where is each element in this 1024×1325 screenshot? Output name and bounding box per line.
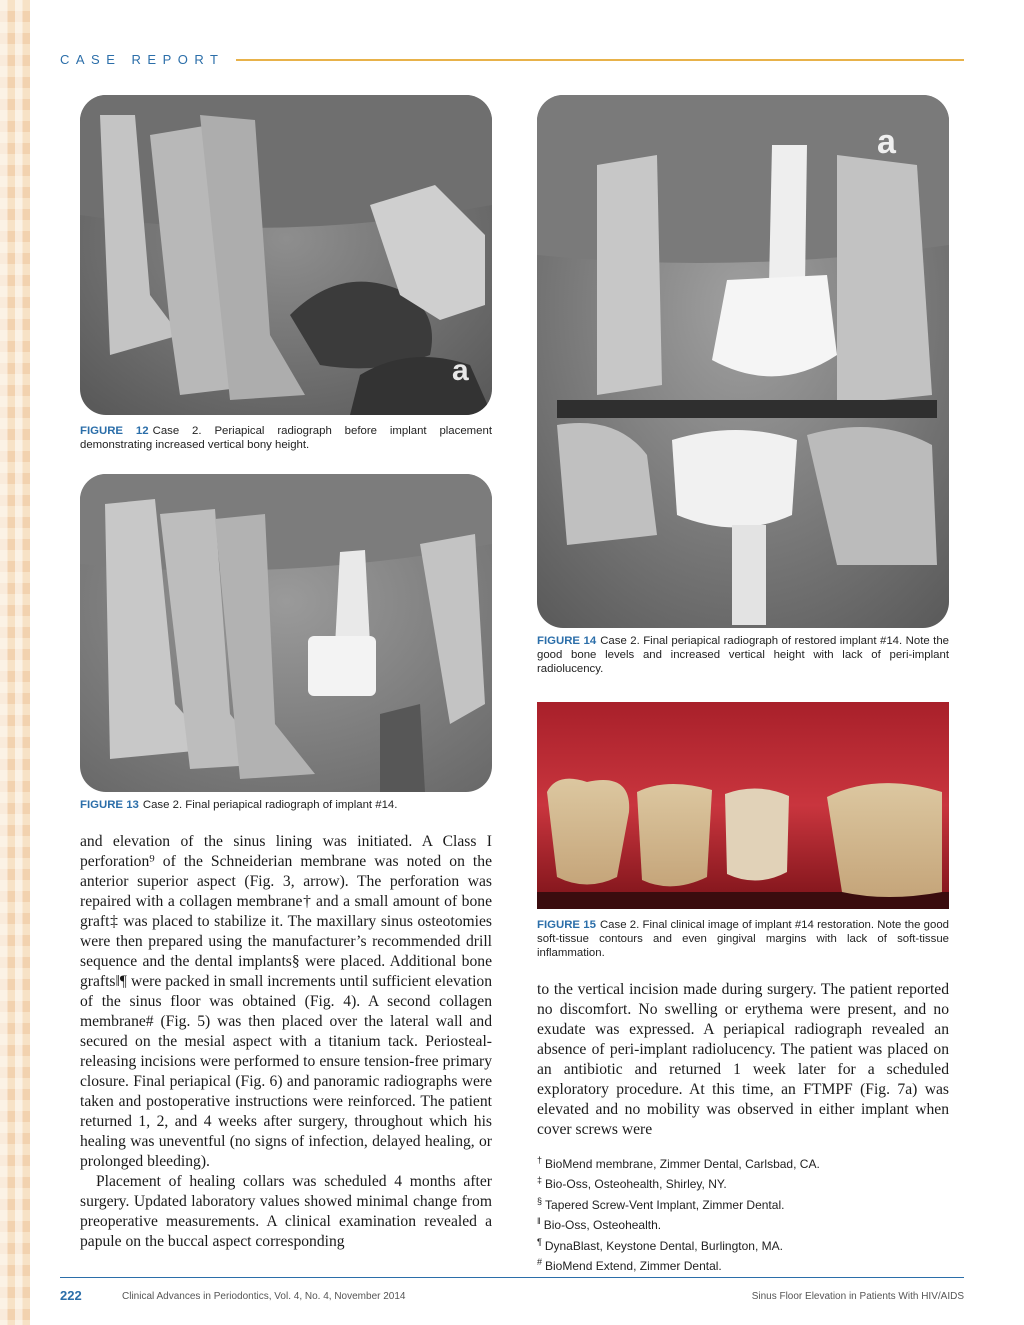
- figure-14-label: FIGURE 14: [537, 635, 597, 647]
- footnote: † BioMend membrane, Zimmer Dental, Carlsbad, CA.: [537, 1155, 820, 1171]
- figure-12-caption: [80, 424, 492, 452]
- figure-15-label: FIGURE 15: [537, 919, 596, 931]
- footnote: # BioMend Extend, Zimmer Dental.: [537, 1257, 722, 1274]
- figure-14-panel-letter: a: [877, 123, 896, 161]
- page-edge-pattern: [0, 0, 30, 1325]
- figure-15-caption: [537, 918, 949, 960]
- body-right-column: [537, 980, 949, 1140]
- figure-14-radiograph: [537, 95, 949, 628]
- figure-13-caption-text: Case 2. Final periapical radiograph of implant #14.: [142, 799, 398, 811]
- footnote: ¶ DynaBlast, Keystone Dental, Burlington, MA.: [537, 1236, 783, 1253]
- figure-12-label: FIGURE 12: [80, 425, 149, 437]
- body-left-column: [80, 832, 492, 1252]
- running-title: Sinus Floor Elevation in Patients With HIV/AIDS: [751, 1291, 964, 1302]
- figure-14-caption: [537, 634, 949, 676]
- footnotes: [537, 1152, 957, 1274]
- figure-15-caption-text: Case 2. Final clinical image of implant #14 restoration. Note the good soft-tissue contours and even gingival margins with lack of soft-tissue inflammation.: [537, 919, 949, 959]
- figure-12-panel-letter: a: [452, 354, 469, 387]
- figure-12-radiograph: [80, 95, 492, 415]
- figure-12-caption-text: Case 2. Periapical radiograph before implant placement demonstrating increased vertical bony height.: [80, 425, 492, 451]
- footnote: ‖ Bio-Oss, Osteohealth.: [537, 1216, 662, 1233]
- figure-13-caption: [80, 798, 492, 812]
- section-header: CASE REPORT: [60, 52, 225, 67]
- footnote: ‡ Bio-Oss, Osteohealth, Shirley, NY.: [537, 1175, 727, 1192]
- figure-14-caption-text: Case 2. Final periapical radiograph of restored implant #14. Note the good bone levels and increased vertical height with lack of peri-implant radiolucency.: [537, 635, 949, 675]
- figure-13-radiograph: [80, 474, 492, 792]
- header-rule: [236, 59, 964, 61]
- body-paragraph: Placement of healing collars was scheduled 4 months after surgery. Updated laboratory values showed minimal change from preoperative measurements. A clinical examination revealed a papule on the buccal aspect corresponding: [80, 1173, 492, 1250]
- body-paragraph: and elevation of the sinus lining was initiated. A Class I perforation⁹ of the Schneiderian membrane was noted on the anterior superior aspect (Fig. 3, arrow). The perforation was repaired with a collagen membrane† and a small amount of bone graft‡ was placed to stabilize it. The maxillary sinus osteotomies were then prepared using the manufacturer’s recommended drill sequence and the dental implants§ were placed. Additional bone grafts‖¶ were packed in small increments until sufficient elevation of the sinus floor was obtained (Fig. 4). A second collagen membrane# (Fig. 5) was then placed over the lateral wall and secured on the mesial aspect with a titanium tack. Periosteal-releasing incisions were performed to ensure tension-free primary closure. Final periapical (Fig. 6) and panoramic radiographs were taken and postoperative instructions were reinforced. The patient returned 1, 2, and 4 weeks after surgery, throughout which his healing was uneventful (no signs of infection, delayed healing, or prolonged bleeding).: [80, 833, 492, 1170]
- journal-citation: Clinical Advances in Periodontics, Vol. 4, No. 4, November 2014: [122, 1291, 406, 1302]
- figure-13-label: FIGURE 13: [80, 799, 139, 811]
- footnote: § Tapered Screw-Vent Implant, Zimmer Dental.: [537, 1195, 785, 1212]
- body-paragraph: to the vertical incision made during surgery. The patient reported no discomfort. No swelling or erythema were present, and no exudate was expressed. A periapical radiograph revealed an absence of peri-implant radiolucency. The patient was placed on an antibiotic and returned 1 week later for a scheduled exploratory procedure. At this time, an FTMPF (Fig. 7a) was elevated and no mobility was observed in either implant when cover screws were: [537, 981, 949, 1138]
- footer-rule: [60, 1277, 964, 1278]
- page-number: 222: [60, 1288, 82, 1303]
- figure-15-clinical-photo: [537, 702, 949, 909]
